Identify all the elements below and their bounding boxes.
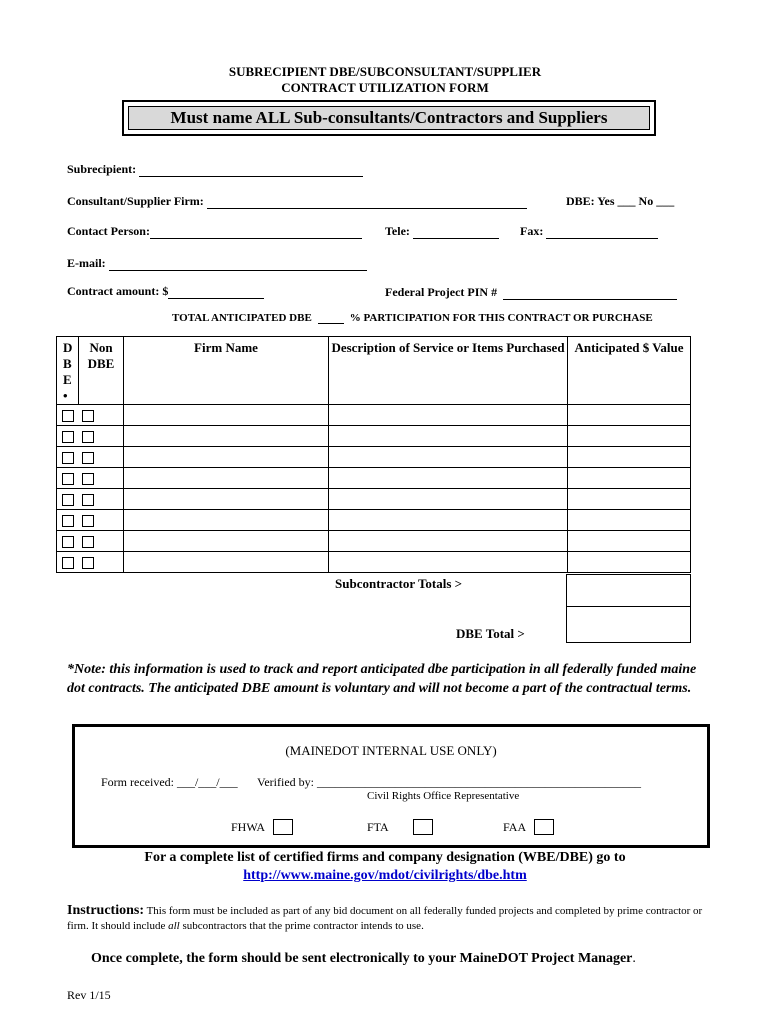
non-dbe-checkbox[interactable] bbox=[82, 473, 94, 485]
dbe-checkbox[interactable] bbox=[62, 431, 74, 443]
non-dbe-cell bbox=[79, 489, 124, 510]
revision: Rev 1/15 bbox=[67, 988, 111, 1002]
instructions bbox=[67, 903, 707, 934]
table-row bbox=[57, 468, 691, 489]
subrecipient-field[interactable] bbox=[67, 162, 363, 177]
dbe-checkbox[interactable] bbox=[62, 536, 74, 548]
non-dbe-cell bbox=[79, 531, 124, 552]
civil-rights-rep: Civil Rights Office Representative bbox=[367, 790, 520, 802]
total-dbe-right: % PARTICIPATION FOR THIS CONTRACT OR PURCHASE bbox=[349, 312, 653, 324]
col-non-header bbox=[79, 337, 124, 405]
contract-amount-field[interactable] bbox=[67, 284, 264, 299]
dbe-checkbox[interactable] bbox=[62, 410, 74, 422]
non-dbe-cell bbox=[79, 447, 124, 468]
non-dbe-checkbox[interactable] bbox=[82, 557, 94, 569]
dbe-checkbox[interactable] bbox=[62, 452, 74, 464]
verified-by[interactable]: Verified by: ______________________________________________________ bbox=[257, 775, 641, 789]
table-row bbox=[57, 447, 691, 468]
fax-label: Fax: bbox=[520, 224, 547, 238]
contact-label: Contact Person: bbox=[67, 224, 150, 238]
firm-name-cell[interactable] bbox=[124, 552, 329, 573]
email-label: E-mail: bbox=[67, 256, 109, 270]
col-desc-header: Description of Service or Items Purchased bbox=[329, 337, 568, 405]
firm-name-cell[interactable] bbox=[124, 468, 329, 489]
non-dbe-cell bbox=[79, 405, 124, 426]
col-dbe-e: E bbox=[63, 372, 72, 387]
fta-label: FTA bbox=[367, 820, 389, 834]
email-field[interactable] bbox=[67, 256, 367, 271]
note-text: *Note: this information is used to track and report anticipated dbe participation in all federally funded maine dot contracts. The anticipated DBE amount is voluntary and will not become a part of the contractual terms. bbox=[67, 662, 697, 696]
instructions-text2: subcontractors that the prime contractor intends to use. bbox=[179, 920, 424, 932]
col-firm-header: Firm Name bbox=[124, 337, 329, 405]
col-non-line1: Non bbox=[89, 340, 113, 355]
value-cell[interactable] bbox=[568, 531, 691, 552]
dbe-cell bbox=[57, 405, 79, 426]
value-cell[interactable] bbox=[568, 510, 691, 531]
form-title-line2: CONTRACT UTILIZATION FORM bbox=[281, 80, 489, 95]
firm-name-cell[interactable] bbox=[124, 447, 329, 468]
subtotal-label: Subcontractor Totals > bbox=[335, 576, 463, 591]
non-dbe-checkbox[interactable] bbox=[82, 536, 94, 548]
firm-name-cell[interactable] bbox=[124, 489, 329, 510]
dbe-checkbox[interactable] bbox=[62, 473, 74, 485]
fhwa-label: FHWA bbox=[231, 820, 266, 834]
value-cell[interactable] bbox=[568, 447, 691, 468]
dbe-cell bbox=[57, 468, 79, 489]
firm-name-cell[interactable] bbox=[124, 405, 329, 426]
non-dbe-checkbox[interactable] bbox=[82, 494, 94, 506]
dbe-link-wrap bbox=[0, 868, 770, 884]
fhwa-option[interactable] bbox=[231, 819, 293, 835]
non-dbe-checkbox[interactable] bbox=[82, 410, 94, 422]
firm-label: Consultant/Supplier Firm: bbox=[67, 194, 207, 208]
total-dbe-blank[interactable] bbox=[318, 323, 344, 324]
dbe-cell bbox=[57, 447, 79, 468]
description-cell[interactable] bbox=[329, 468, 568, 489]
dbe-cell bbox=[57, 426, 79, 447]
fax-line[interactable] bbox=[546, 238, 658, 239]
instructions-label: Instructions: bbox=[67, 903, 145, 918]
dbe-total-label: DBE Total > bbox=[456, 626, 525, 641]
table-row bbox=[57, 405, 691, 426]
value-cell[interactable] bbox=[568, 405, 691, 426]
col-dbe-d: D bbox=[63, 340, 73, 355]
tele-field[interactable] bbox=[385, 224, 499, 239]
federal-pin-label: Federal Project PIN # bbox=[385, 285, 498, 299]
faa-label: FAA bbox=[503, 820, 527, 834]
description-cell[interactable] bbox=[329, 447, 568, 468]
once-complete bbox=[91, 951, 636, 967]
instructions-text1: This form must be included as part of any bid document on all federally funded projects and completed by prime contractor or firm. It should include bbox=[67, 905, 703, 932]
col-value-header: Anticipated $ Value bbox=[568, 337, 691, 405]
internal-heading: (MAINEDOT INTERNAL USE ONLY) bbox=[285, 743, 497, 758]
once-complete-dot: . bbox=[632, 951, 636, 966]
table-header-row bbox=[57, 337, 691, 405]
fta-option[interactable] bbox=[367, 819, 433, 835]
col-dbe-header bbox=[57, 337, 79, 405]
subrecipient-label: Subrecipient: bbox=[67, 162, 140, 176]
form-title-line1: SUBRECIPIENT DBE/SUBCONSULTANT/SUPPLIER bbox=[228, 64, 542, 79]
subrecipient-line[interactable] bbox=[139, 176, 363, 177]
col-non-line2: DBE bbox=[87, 356, 115, 371]
dbe-yes-no[interactable]: DBE: Yes ___ No ___ bbox=[566, 194, 675, 208]
dbe-total-box[interactable] bbox=[566, 606, 691, 643]
dbe-checkbox[interactable] bbox=[62, 515, 74, 527]
col-dbe-bullet: • bbox=[63, 388, 68, 403]
dbe-cell bbox=[57, 489, 79, 510]
fta-checkbox[interactable] bbox=[413, 819, 433, 835]
firm-name-cell[interactable] bbox=[124, 531, 329, 552]
total-dbe-line[interactable] bbox=[172, 312, 653, 324]
description-cell[interactable] bbox=[329, 531, 568, 552]
contract-amount-line[interactable] bbox=[168, 298, 264, 299]
dbe-checkbox[interactable] bbox=[62, 557, 74, 569]
non-dbe-cell bbox=[79, 552, 124, 573]
non-dbe-checkbox[interactable] bbox=[82, 452, 94, 464]
firm-name-cell[interactable] bbox=[124, 426, 329, 447]
federal-pin-field[interactable] bbox=[385, 285, 677, 300]
table-body bbox=[57, 405, 691, 573]
non-dbe-cell bbox=[79, 426, 124, 447]
federal-pin-line[interactable] bbox=[503, 299, 677, 300]
non-dbe-cell bbox=[79, 510, 124, 531]
contact-field[interactable] bbox=[67, 224, 362, 239]
non-dbe-checkbox[interactable] bbox=[82, 431, 94, 443]
dbe-checkbox[interactable] bbox=[62, 494, 74, 506]
table-row bbox=[57, 426, 691, 447]
tele-line[interactable] bbox=[413, 238, 499, 239]
table-row bbox=[57, 531, 691, 552]
table-row bbox=[57, 510, 691, 531]
description-cell[interactable] bbox=[329, 405, 568, 426]
value-cell[interactable] bbox=[568, 552, 691, 573]
col-dbe-b: B bbox=[63, 356, 72, 371]
utilization-table bbox=[56, 336, 691, 573]
faa-checkbox[interactable] bbox=[534, 819, 554, 835]
certified-list-text: For a complete list of certified firms and company designation (WBE/DBE) go to bbox=[144, 850, 626, 865]
description-cell[interactable] bbox=[329, 489, 568, 510]
non-dbe-cell bbox=[79, 468, 124, 489]
value-cell[interactable] bbox=[568, 489, 691, 510]
description-cell[interactable] bbox=[329, 510, 568, 531]
form-received[interactable]: Form received: ___/___/___ bbox=[101, 775, 238, 789]
table-row bbox=[57, 489, 691, 510]
value-cell[interactable] bbox=[568, 426, 691, 447]
tele-label: Tele: bbox=[385, 224, 413, 238]
description-cell[interactable] bbox=[329, 552, 568, 573]
faa-option[interactable] bbox=[503, 819, 554, 835]
fax-field[interactable] bbox=[520, 224, 658, 239]
banner bbox=[122, 100, 656, 136]
value-cell[interactable] bbox=[568, 468, 691, 489]
dbe-cell bbox=[57, 531, 79, 552]
contact-line[interactable] bbox=[150, 238, 362, 239]
internal-use-box bbox=[72, 724, 710, 848]
total-dbe-left: TOTAL ANTICIPATED DBE bbox=[172, 312, 312, 324]
email-line[interactable] bbox=[109, 270, 367, 271]
dbe-cell bbox=[57, 510, 79, 531]
form-title bbox=[0, 64, 770, 96]
firm-field[interactable] bbox=[67, 194, 527, 209]
banner-text: Must name ALL Sub-consultants/Contractors and Suppliers bbox=[128, 106, 650, 130]
non-dbe-checkbox[interactable] bbox=[82, 515, 94, 527]
dbe-cell bbox=[57, 552, 79, 573]
firm-name-cell[interactable] bbox=[124, 510, 329, 531]
instructions-all: all bbox=[168, 920, 180, 932]
description-cell[interactable] bbox=[329, 426, 568, 447]
once-complete-text: Once complete, the form should be sent electronically to your MaineDOT Project Manager bbox=[91, 951, 633, 966]
fhwa-checkbox[interactable] bbox=[273, 819, 293, 835]
contract-amount-label: Contract amount: $ bbox=[67, 284, 169, 298]
dbe-link[interactable]: http://www.maine.gov/mdot/civilrights/dbe.htm bbox=[243, 868, 527, 883]
subtotal-box[interactable] bbox=[566, 574, 691, 607]
firm-line[interactable] bbox=[207, 208, 527, 209]
table-row bbox=[57, 552, 691, 573]
